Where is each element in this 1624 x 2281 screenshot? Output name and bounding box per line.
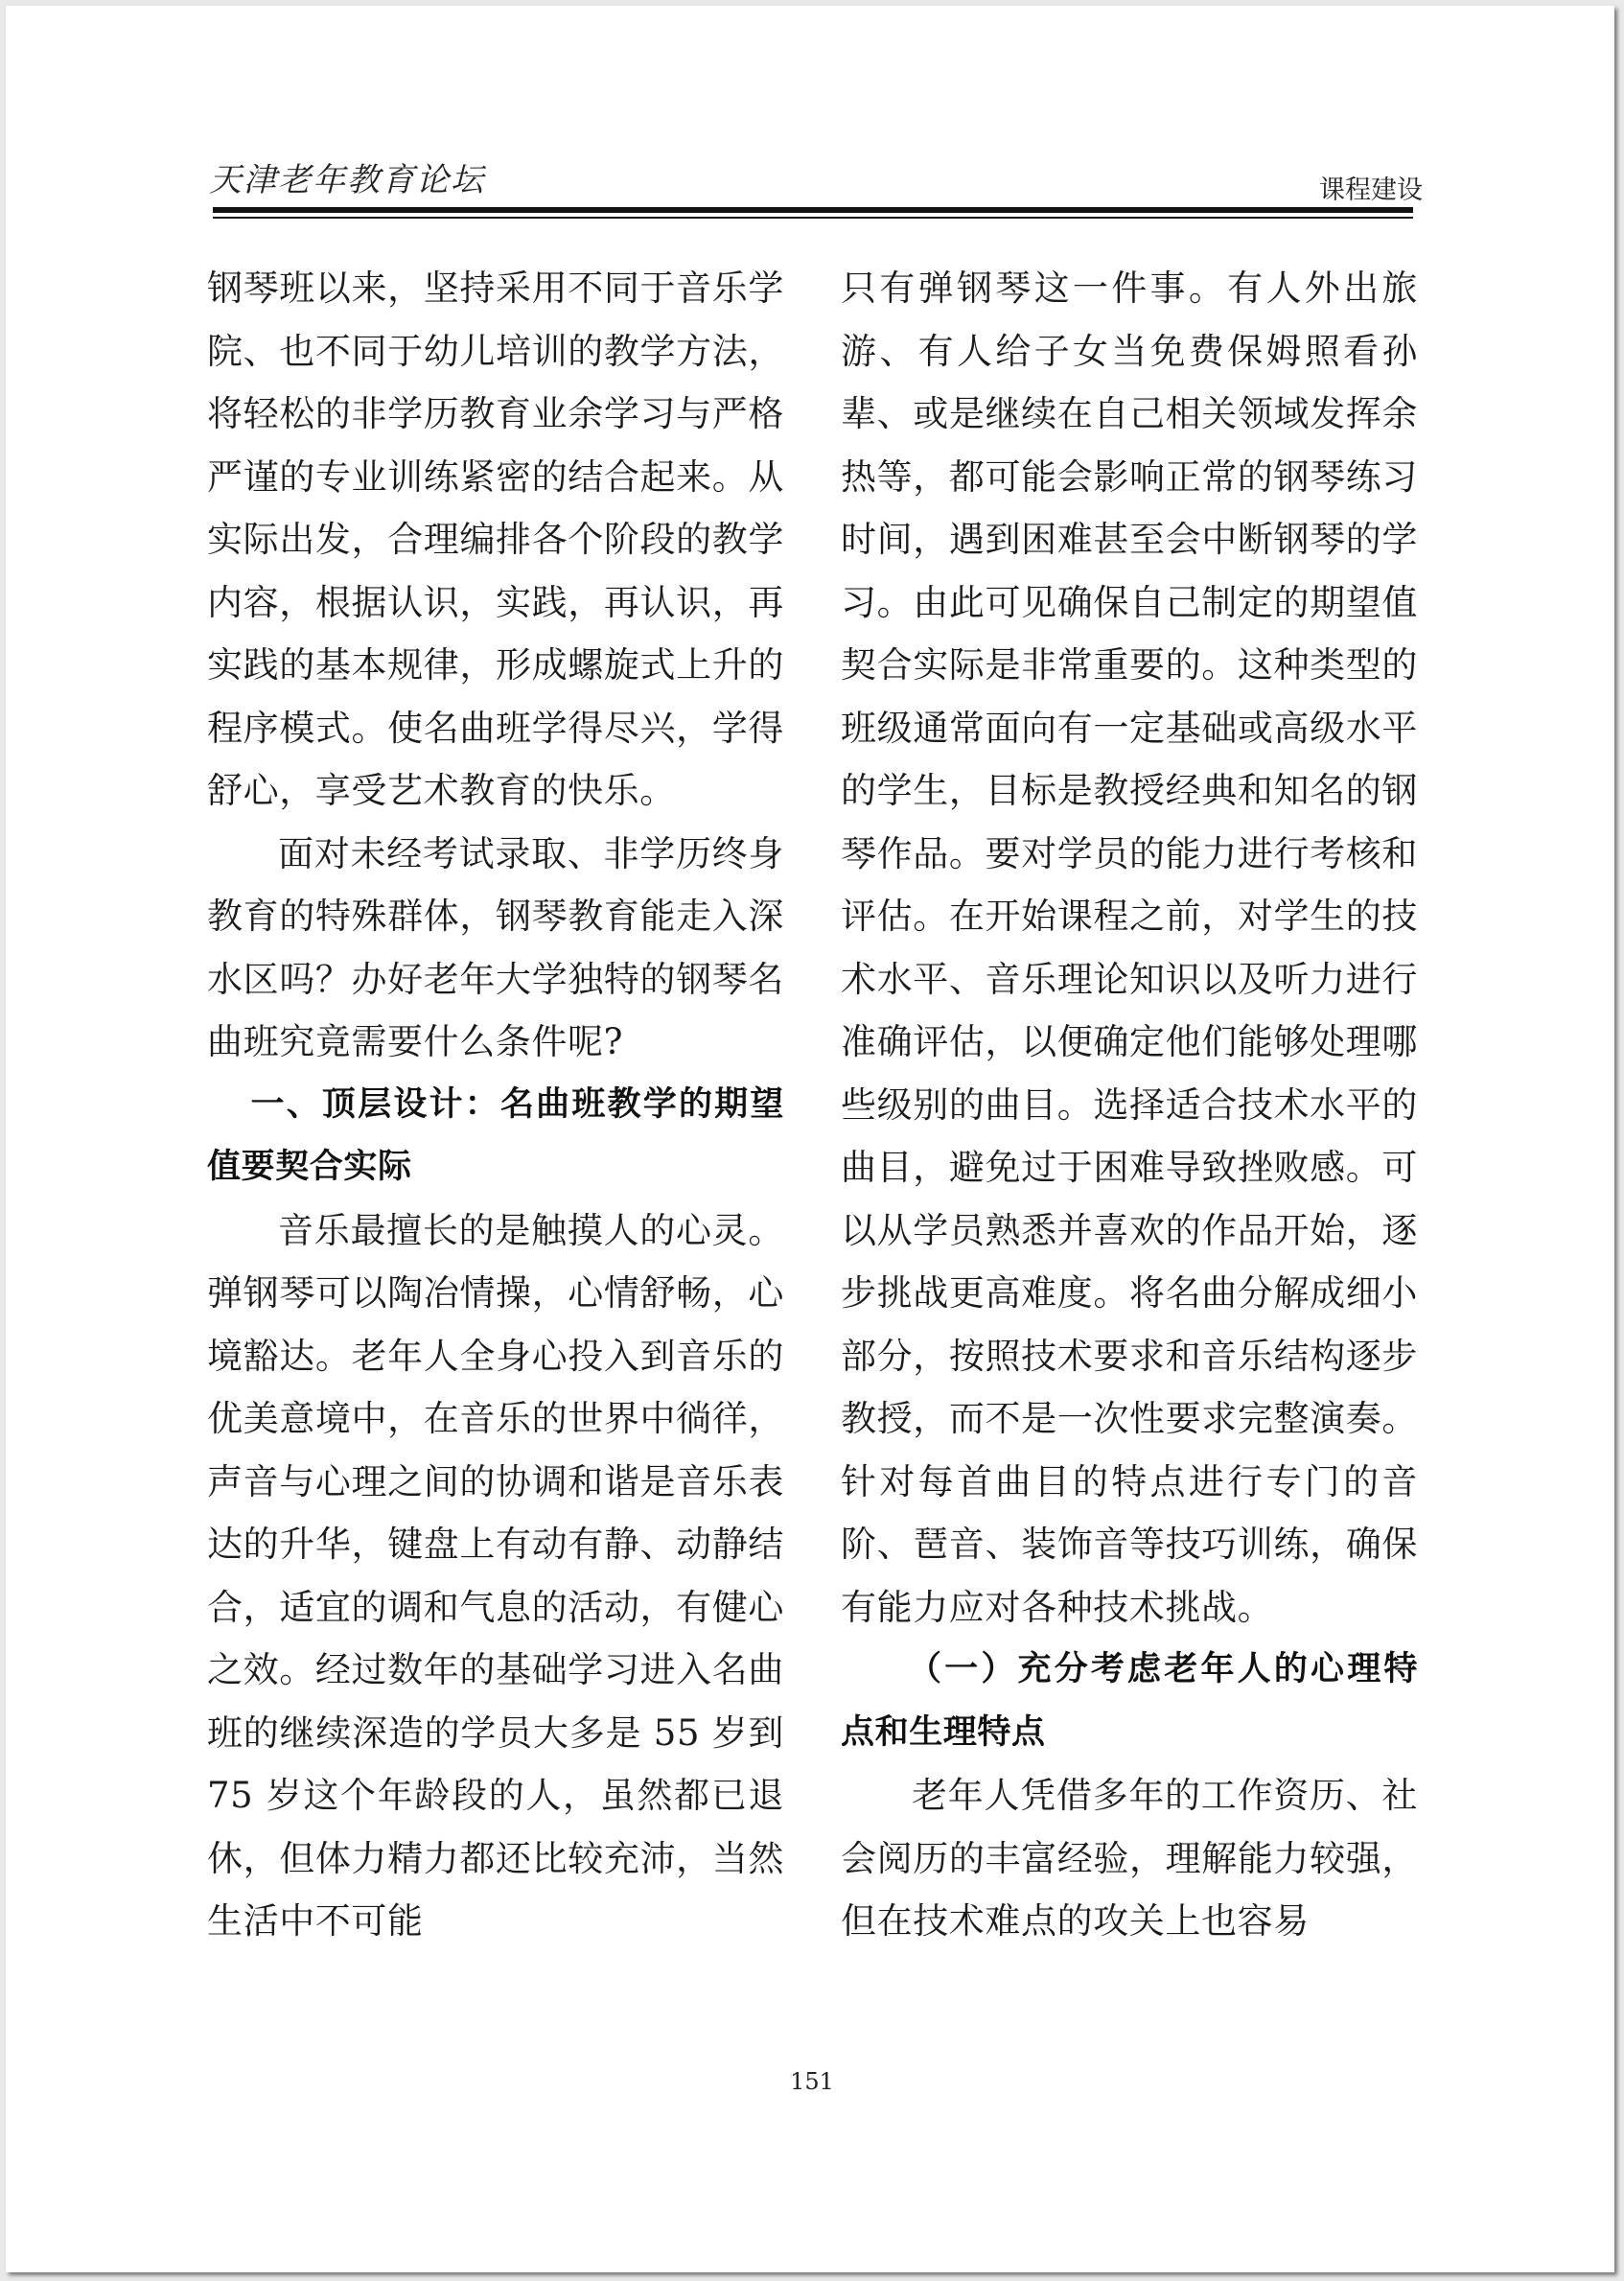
paragraph: 只有弹钢琴这一件事。有人外出旅游、有人给子女当免费保姆照看孙辈、或是继续在自己相关领域发挥余热等，都可能会影响正常的钢琴练习时间，遇到困难甚至会中断钢琴的学习。由此可见确保自己制定的期望值契合实际是非常重要的。这种类型的班级通常面向有一定基础或高级水平的学生，目标是教授经典和知名的钢琴作品。要对学员的能力进行考核和评估。在开始课程之前，对学生的技术水平、音乐理论知识以及听力进行准确评估，以便确定他们能够处理哪些级别的曲目。选择适合技术水平的曲目，避免过于困难导致挫败感。可以从学员熟悉并喜欢的作品开始，逐步挑战更高难度。将名曲分解成细小部分，按照技术要求和音乐结构逐步教授，而不是一次性要求完整演奏。针对每首曲目的特点进行专门的音阶、琶音、装饰音等技巧训练，确保有能力应对各种技术挑战。 [841,268,1418,1628]
subsection-heading: （一）充分考虑老年人的心理特点和生理特点 [841,1650,1418,1752]
paragraph: 音乐最擅长的是触摸人的心灵。弹钢琴可以陶冶情操，心情舒畅，心境豁达。老年人全身心投入到音乐的优美意境中，在音乐的世界中徜徉，声音与心理之间的协调和谐是音乐表达的升华，键盘上有动有静、动静结合，适宜的调和气息的活动，有健心之效。经过数年的基础学习进入名曲班的继续深造的学员大多是 55 岁到 75 岁这个年龄段的人，虽然都已退休，但体力精力都还比较充沛，当然生活中不可能 [207,1209,784,1942]
paragraph: 老年人凭借多年的工作资历、社会阅历的丰富经验，理解能力较强，但在技术难点的攻关上也容易 [841,1775,1418,1942]
section-label: 课程建设 [1319,175,1423,205]
header-rule-thin [213,217,1413,219]
left-column [207,257,784,1953]
right-column [841,257,1418,1953]
header-rule-thick [213,207,1413,213]
paragraph: 钢琴班以来，坚持采用不同于音乐学院、也不同于幼儿培训的教学方法，将轻松的非学历教育业余学习与严格严谨的专业训练紧密的结合起来。从实际出发，合理编排各个阶段的教学内容，根据认识，实践，再认识，再实践的基本规律，形成螺旋式上升的程序模式。使名曲班学得尽兴，学得舒心，享受艺术教育的快乐。 [207,268,784,811]
page-number: 151 [790,2068,834,2095]
journal-logo: 天津老年教育论坛 [209,161,485,199]
paragraph: 面对未经考试录取、非学历终身教育的特殊群体，钢琴教育能走入深水区吗？办好老年大学独特的钢琴名曲班究竟需要什么条件呢? [207,832,784,1062]
section-heading: 一、顶层设计：名曲班教学的期望值要契合实际 [207,1084,784,1186]
